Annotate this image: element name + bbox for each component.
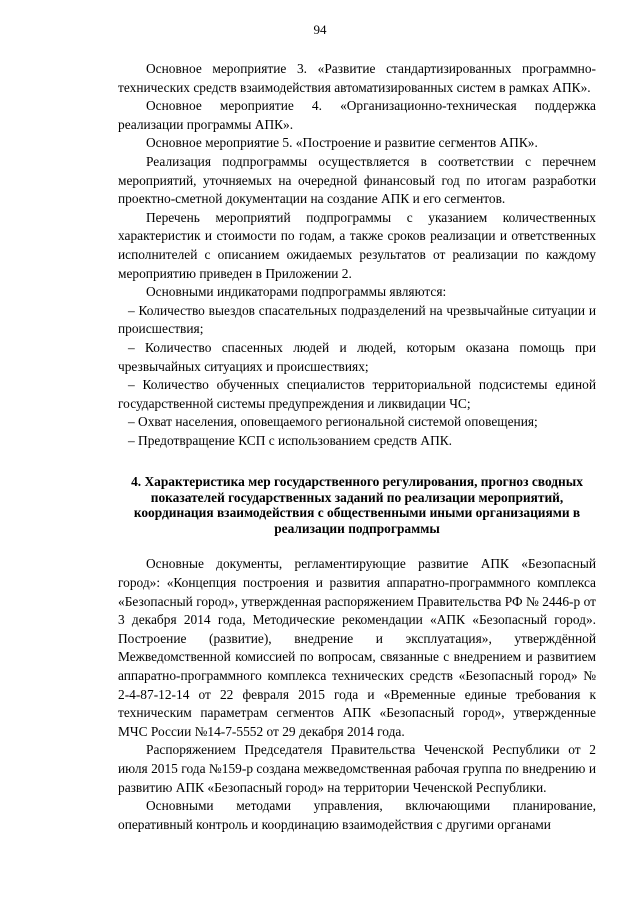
paragraph-management-methods: Основными методами управления, включающими планирование, оперативный контроль и координацию взаимодействия с другими органами	[118, 798, 596, 832]
section-heading: 4. Характеристика мер государственного регулирования, прогноз сводных показателей государственных заданий по реализации мероприятий, координация взаимодействия с общественными иными организациями в реализации подпрограммы	[131, 474, 583, 536]
paragraph-activity-5: Основное мероприятие 5. «Построение и развитие сегментов АПК».	[146, 135, 538, 151]
document-body	[118, 60, 596, 834]
paragraph-activity-3: Основное мероприятие 3. «Развитие стандартизированных программно-технических средств взаимодействия автоматизированных систем в рамках АПК».	[118, 61, 596, 95]
paragraph-main-documents: Основные документы, регламентирующие развитие АПК «Безопасный город»: «Концепция построения и развития аппаратно-программного комплекса «Безопасный город», утвержденная распоряжением Правительства РФ № 2446-р от 3 декабря 2014 года, Методические рекомендации «АПК «Безопасный город». Построение (развитие), внедрение и эксплуатация», утверждённой Межведомственной комиссией по вопросам, связанные с внедрением и развитием аппаратно-программного комплекса технических средств «Безопасный город» № 2-4-87-12-14 от 22 февраля 2015 года и «Временные единые требования к техническим параметрам сегментов АПК «Безопасный город», утвержденные МЧС России №14-7-5552 от 29 декабря 2014 года.	[118, 556, 596, 739]
paragraph-activities-list: Перечень мероприятий подпрограммы с указанием количественных характеристик и стоимости по годам, а также сроков реализации и ответственных исполнителей с описанием ожидаемых результатов от реализации по каждому мероприятию приведен в Приложении 2.	[118, 209, 596, 281]
paragraph-activity-4: Основное мероприятие 4. «Организационно-техническая поддержка реализации программы АПК».	[118, 98, 596, 132]
indicator-item: – Количество обученных специалистов территориальной подсистемы единой государственной системы предупреждения и ликвидации ЧС;	[118, 377, 596, 411]
paragraph-working-group: Распоряжением Председателя Правительства Чеченской Республики от 2 июля 2015 года №159-р создана межведомственная рабочая группа по внедрению и развитию АПК «Безопасный город» на территории Чеченской Республики.	[118, 742, 596, 795]
indicator-item: – Охват населения, оповещаемого региональной системой оповещения;	[128, 414, 538, 430]
indicator-item: – Количество спасенных людей и людей, которым оказана помощь при чрезвычайных ситуациях и происшествиях;	[118, 339, 596, 374]
indicator-item: – Количество выездов спасательных подразделений на чрезвычайные ситуации и происшествия;	[118, 302, 596, 337]
paragraph-indicators-intro: Основными индикаторами подпрограммы являются:	[146, 284, 447, 300]
page-number: 94	[313, 22, 327, 37]
indicator-item: – Предотвращение КСП с использованием средств АПК.	[128, 432, 453, 448]
paragraph-implementation: Реализация подпрограммы осуществляется в соответствии с перечнем мероприятий, уточняемых на очередной финансовый год по итогам разработки проектно-сметной документации на создание АПК и его сегментов.	[118, 153, 596, 207]
